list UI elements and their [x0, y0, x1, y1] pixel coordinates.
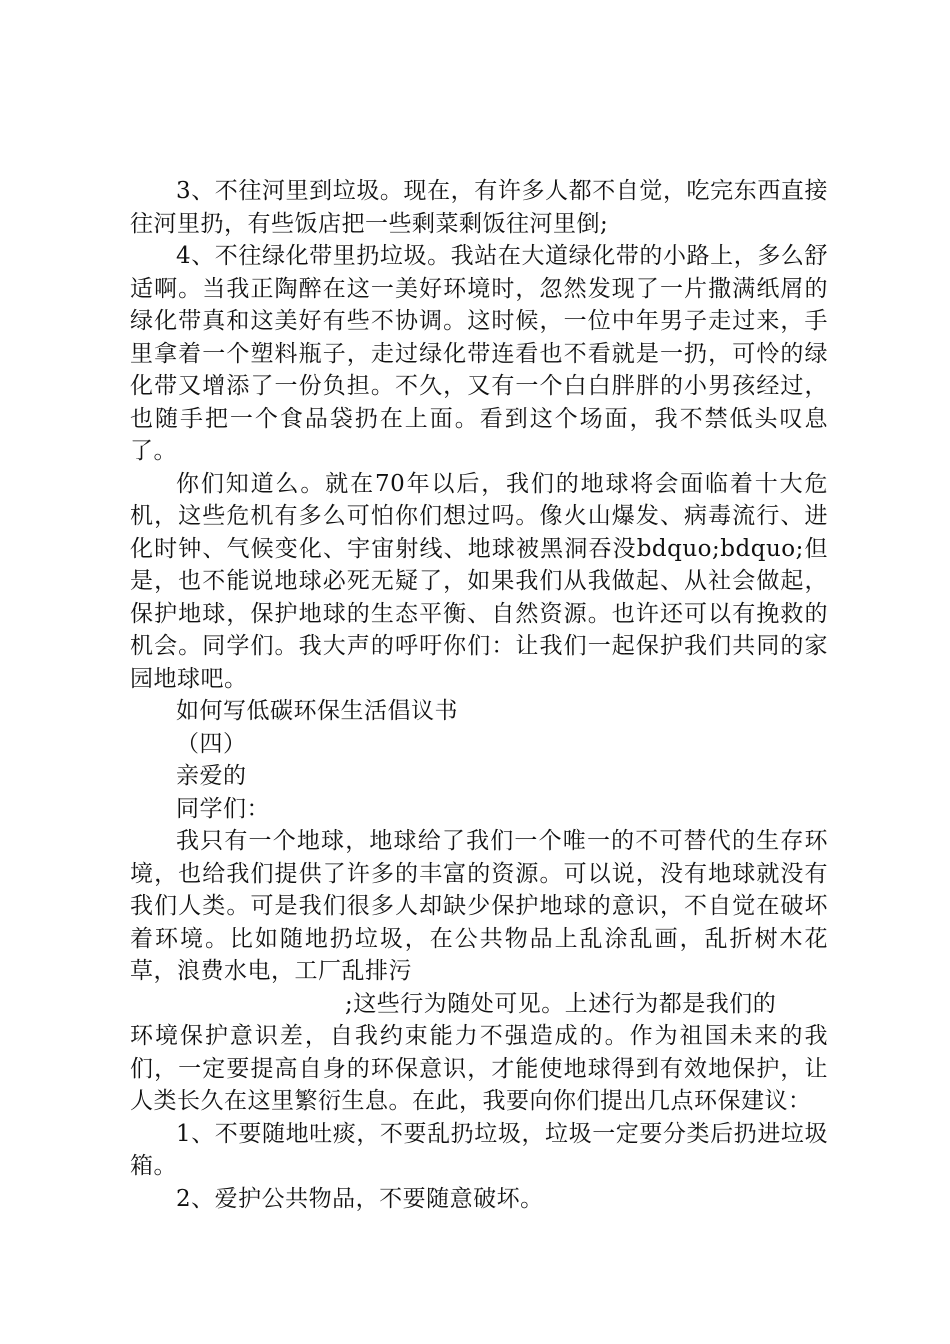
- paragraph-one-earth: 我只有一个地球，地球给了我们一个唯一的不可替代的生存环境，也给我们提供了许多的丰富的资源。可以说，没有地球就没有我们人类。可是我们很多人却缺少保护地球的意识，不自觉在破坏着环境。比如随地扔垃圾，在公共物品上乱涂乱画，乱折树木花草，浪费水电，工厂乱排污: [130, 828, 828, 984]
- paragraph-behaviors-rest: 环境保护意识差，自我约束能力不强造成的。作为祖国未来的我们，一定要提高自身的环保意识，才能使地球得到有效地保护，让人类长久在这里繁衍生息。在此，我要向你们提出几点环保建议：: [130, 1023, 828, 1114]
- greeting-line-1: 亲爱的: [176, 763, 247, 789]
- document-page: [130, 175, 828, 1215]
- paragraph-earth-crisis: 你们知道么。就在70年以后，我们的地球将会面临着十大危机，这些危机有多么可怕你们想过吗。像火山爆发、病毒流行、进化时钟、气候变化、宇宙射线、地球被黑洞吞没bdquo;bdquo;但是，也不能说地球必死无疑了，如果我们从我做起、从社会做起，保护地球，保护地球的生态平衡、自然资源。也许还可以有挽救的机会。同学们。我大声的呼吁你们：让我们一起保护我们共同的家园地球吧。: [130, 470, 828, 692]
- paragraph-rule-3: 3、不往河里到垃圾。现在，有许多人都不自觉，吃完东西直接往河里扔，有些饭店把一些剩菜剩饭往河里倒;: [130, 178, 828, 237]
- section-title: 如何写低碳环保生活倡议书: [176, 698, 458, 724]
- greeting-line-2: 同学们：: [176, 795, 270, 822]
- paragraph-rule-4: 4、不往绿化带里扔垃圾。我站在大道绿化带的小路上，多么舒适啊。当我正陶醉在这一美好环境时，忽然发现了一片撒满纸屑的绿化带真和这美好有些不协调。这时候，一位中年男子走过来，手里拿着一个塑料瓶子，走过绿化带连看也不看就是一扔，可怜的绿化带又增添了一份负担。不久，又有一个白白胖胖的小男孩经过，也随手把一个食品袋扔在上面。看到这个场面，我不禁低头叹息了。: [130, 243, 828, 464]
- section-number: （四）: [176, 730, 247, 757]
- suggestion-1: 1、不要随地吐痰，不要乱扔垃圾，垃圾一定要分类后扔进垃圾箱。: [130, 1120, 828, 1179]
- paragraph-behaviors-start: ;这些行为随处可见。上述行为都是我们的: [345, 990, 777, 1017]
- suggestion-2: 2、爱护公共物品，不要随意破坏。: [176, 1185, 544, 1212]
